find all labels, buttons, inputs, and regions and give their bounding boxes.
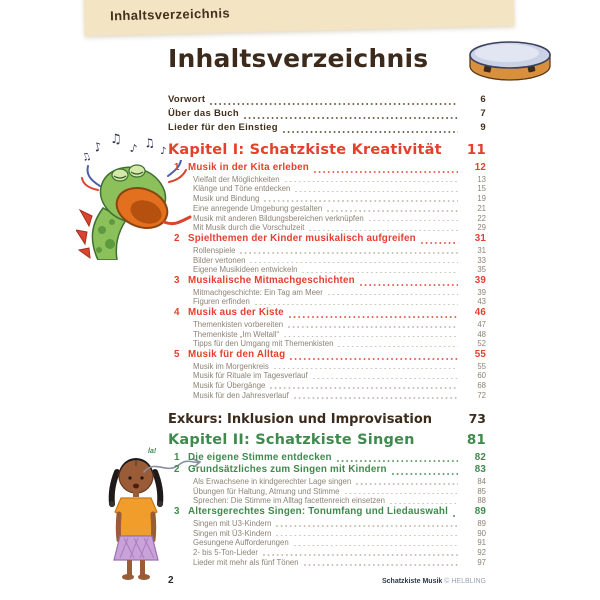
toc-entry-page: 92	[477, 548, 486, 558]
dot-leader	[369, 220, 458, 222]
toc-entry-label: 2- bis 5-Ton-Lieder	[193, 548, 259, 558]
toc-entry	[168, 162, 486, 175]
toc-entry-label: Eine anregende Umgebung gestalten	[193, 203, 323, 213]
toc-entry-label: Lieder für den Einstieg	[168, 122, 278, 133]
page-footer	[168, 575, 486, 586]
toc-entry	[168, 94, 486, 108]
dot-leader	[255, 304, 458, 306]
tambourine-icon	[466, 38, 554, 86]
toc-entry-page: 84	[477, 476, 486, 486]
toc-entry-number: 2	[174, 464, 180, 476]
dot-leader	[270, 387, 458, 389]
toc-entry-page: 22	[477, 213, 486, 223]
dot-leader	[285, 181, 458, 183]
toc-entry-page: 82	[474, 451, 486, 463]
toc-entry-number: 3	[174, 506, 180, 518]
toc-entry-label: Musik für den Jahresverlauf	[193, 391, 289, 401]
toc-entry-page: 83	[474, 464, 486, 476]
dot-leader	[356, 483, 458, 485]
toc-entry-page: 43	[477, 297, 486, 307]
toc-entry	[168, 330, 486, 340]
banner-label: Inhaltsverzeichnis	[109, 5, 231, 24]
toc-entry-number: 1	[174, 162, 180, 173]
toc-entry-label: Altersgerechtes Singen: Tonumfang und Liedauswahl	[188, 506, 449, 518]
toc-entry	[168, 175, 486, 185]
toc-entry-page: 29	[477, 223, 486, 233]
chapter-1-heading	[168, 142, 486, 159]
toc-entry-label: Mitmachgeschichte: Ein Tag am Meer	[193, 287, 323, 297]
toc-entry-label: Eigene Musikideen entwickeln	[193, 265, 298, 275]
dot-leader	[276, 525, 458, 527]
toc-entry-label: Themenkiste „Im Weltall“	[193, 329, 280, 339]
chapter-title: Kapitel I: Schatzkiste Kreativität	[168, 142, 442, 158]
toc-entry-label: Singen mit Ü3-Kindern	[193, 528, 272, 538]
dot-leader	[264, 200, 458, 202]
toc-entry-page: 91	[477, 538, 486, 548]
toc-entry-label: Gesungene Aufforderungen	[193, 538, 289, 548]
folio-page-number: 2	[168, 574, 174, 586]
dot-leader	[345, 493, 459, 495]
toc-entry-number: 3	[174, 275, 180, 287]
dot-leader	[314, 171, 458, 173]
toc-entry-page: 15	[477, 184, 486, 194]
toc-entry	[168, 519, 486, 529]
dot-leader	[337, 460, 458, 462]
dot-leader	[294, 397, 458, 399]
dot-leader	[453, 515, 458, 517]
toc-entry-page: 33	[477, 255, 486, 265]
chapter-title: Kapitel II: Schatzkiste Singen	[168, 431, 415, 448]
toc-entry	[168, 452, 486, 465]
toc-entry-label: Singen mit U3-Kindern	[193, 518, 272, 528]
toc-entry-label: Spielthemen der Kinder musikalisch aufgreifen	[188, 233, 416, 245]
toc-entry-label: Musik im Morgenkreis	[193, 361, 269, 371]
chapter-page: 81	[466, 431, 486, 448]
toc-entry-label: Musik mit anderen Bildungsbereichen verknüpfen	[193, 213, 364, 223]
footer-brand: Schatzkiste Musik	[382, 577, 443, 585]
toc-entry	[168, 246, 486, 256]
toc-entry	[168, 184, 486, 194]
exkurs-page: 73	[468, 410, 486, 426]
toc-entry-page: 39	[477, 287, 486, 297]
dot-leader	[328, 294, 458, 296]
toc-entry	[168, 307, 486, 320]
dot-leader	[338, 346, 458, 348]
dot-leader	[288, 326, 458, 328]
toc-entry-page: 68	[477, 381, 486, 391]
page-header-banner	[83, 0, 514, 36]
chapter-1-entries	[168, 162, 486, 401]
toc-entry	[168, 204, 486, 214]
toc-entry	[168, 194, 486, 204]
toc-entry-label: Musik in der Kita erleben	[188, 162, 309, 173]
toc-entry-page: 6	[480, 94, 486, 105]
toc-entry-page: 89	[477, 518, 486, 528]
toc-entry-page: 72	[477, 391, 486, 401]
dot-leader	[302, 272, 458, 274]
dot-leader	[290, 358, 458, 360]
dot-leader	[304, 564, 458, 566]
toc-entry-label: Sprechen: Die Stimme im Alltag facettenreich einsetzen	[193, 496, 385, 506]
toc-entry-page: 90	[477, 528, 486, 538]
toc-entry-label: Musik für Übergänge	[193, 381, 266, 391]
toc-entry	[168, 122, 486, 136]
toc-entry-page: 60	[477, 371, 486, 381]
toc-entry	[168, 288, 486, 298]
dot-leader	[274, 368, 458, 370]
toc-entry-label: Musik für den Alltag	[188, 349, 286, 361]
toc-entry	[168, 275, 486, 288]
toc-entry-label: Figuren erfinden	[193, 297, 250, 307]
exkurs-title: Exkurs: Inklusion und Improvisation	[168, 411, 433, 427]
toc-entry-page: 12	[474, 162, 486, 173]
toc-entry-label: Vorwort	[168, 94, 206, 105]
toc-entry	[168, 297, 486, 307]
toc-entry-label: Musik aus der Kiste	[188, 307, 284, 319]
toc-entry	[168, 233, 486, 246]
dot-leader	[210, 103, 458, 105]
toc-entry-label: Klänge und Töne entdecken	[193, 184, 291, 194]
music-note-icon: ♪	[160, 146, 167, 157]
toc-entry	[168, 339, 486, 349]
toc-entry	[168, 223, 486, 233]
dot-leader	[276, 535, 458, 537]
toc-entry-label: Mit Musik durch die Vorschulzeit	[193, 223, 305, 233]
chapter-page: 11	[466, 142, 486, 158]
toc-entry-label: Bilder vertonen	[193, 255, 246, 265]
toc-entry	[168, 558, 486, 568]
chapter-1-block	[168, 142, 486, 401]
dot-leader	[313, 378, 458, 380]
toc-entry-label: Vielfalt der Möglichkeiten	[193, 174, 280, 184]
music-note-icon: ♫	[110, 132, 122, 147]
toc-entry	[168, 464, 486, 477]
toc-entry-label: Übungen für Haltung, Atmung und Stimme	[193, 486, 340, 496]
toc-entry-label: Musik für Rituale im Tagesverlauf	[193, 371, 308, 381]
dot-leader	[390, 503, 458, 505]
toc-entry-page: 97	[477, 557, 486, 567]
chapter-2-block	[168, 432, 486, 568]
chapter-2-heading	[168, 432, 486, 449]
music-note-icon: ♫	[80, 150, 93, 165]
music-note-icon: ♪	[128, 141, 139, 156]
toc-entry	[168, 496, 486, 506]
dot-leader	[309, 230, 458, 232]
toc-entry-page: 47	[477, 319, 486, 329]
dot-leader	[289, 316, 458, 318]
toc-entry-label: Rollenspiele	[193, 245, 236, 255]
toc-entry-label: Über das Buch	[168, 108, 239, 119]
toc-entry-page: 31	[477, 245, 486, 255]
dot-leader	[240, 252, 458, 254]
page-title: Inhaltsverzeichnis	[168, 44, 429, 73]
toc-entry	[168, 256, 486, 266]
toc-entry-page: 35	[477, 265, 486, 275]
toc-entry-page: 7	[480, 108, 486, 119]
exkurs-heading	[168, 411, 486, 426]
toc-entry-label: Als Erwachsene in kindgerechter Lage singen	[193, 476, 352, 486]
music-note-icon: ♫	[143, 135, 156, 151]
toc-entry-label: Lieder mit mehr als fünf Tönen	[193, 557, 299, 567]
music-note-icon: ♪	[92, 139, 104, 155]
dot-leader	[295, 191, 458, 193]
toc-entry-page: 55	[477, 361, 486, 371]
dot-leader	[263, 554, 458, 556]
dot-leader	[360, 284, 458, 286]
toc-entry-label: Themenkisten vorbereiten	[193, 319, 284, 329]
dot-leader	[392, 473, 458, 475]
toc-entry-page: 46	[474, 307, 486, 319]
toc-entry-page: 39	[474, 275, 486, 287]
toc-entry-page: 48	[477, 329, 486, 339]
toc-entry-label: Die eigene Stimme entdecken	[188, 451, 332, 463]
toc-entry	[168, 487, 486, 497]
toc-entry	[168, 362, 486, 372]
toc-entry-number: 5	[174, 349, 180, 361]
toc-entry-page: 85	[477, 486, 486, 496]
toc-entry-page: 9	[480, 122, 486, 133]
front-matter-list	[168, 94, 486, 136]
toc-entry	[168, 371, 486, 381]
dot-leader	[421, 242, 458, 244]
toc-entry	[168, 391, 486, 401]
chapter-2-entries	[168, 452, 486, 568]
toc-entry-page: 21	[477, 203, 486, 213]
footer-credit	[382, 578, 486, 585]
toc-page	[168, 44, 486, 586]
toc-entry-label: Musikalische Mitmachgeschichten	[188, 275, 355, 287]
toc-entry-label: Tipps für den Umgang mit Themenkisten	[193, 339, 334, 349]
dot-leader	[244, 117, 458, 119]
girl-speech-label: la!	[148, 448, 157, 455]
toc-entry-page: 31	[474, 233, 486, 245]
toc-entry-page: 52	[477, 339, 486, 349]
toc-entry	[168, 320, 486, 330]
toc-entry-label: Musik und Bindung	[193, 194, 260, 204]
toc-entry	[168, 529, 486, 539]
toc-entry	[168, 108, 486, 122]
dot-leader	[284, 336, 458, 338]
toc-entry-page: 55	[474, 349, 486, 361]
toc-entry	[168, 349, 486, 362]
dot-leader	[294, 545, 458, 547]
footer-copyright: © HELBLING	[444, 577, 486, 585]
toc-entry-page: 19	[477, 194, 486, 204]
toc-entry-number: 2	[174, 233, 180, 245]
toc-entry	[168, 548, 486, 558]
toc-entry	[168, 506, 486, 519]
toc-entry-number: 1	[174, 451, 180, 463]
toc-entry	[168, 538, 486, 548]
toc-entry	[168, 265, 486, 275]
dot-leader	[250, 262, 458, 264]
toc-entry-page: 89	[474, 506, 486, 518]
toc-entry-number: 4	[174, 307, 180, 319]
toc-entry	[168, 214, 486, 224]
dot-leader	[327, 210, 458, 212]
toc-entry	[168, 477, 486, 487]
toc-entry-page: 88	[477, 496, 486, 506]
dot-leader	[283, 131, 458, 133]
toc-entry-label: Grundsätzliches zum Singen mit Kindern	[188, 464, 387, 476]
toc-entry	[168, 381, 486, 391]
toc-entry-page: 13	[477, 174, 486, 184]
